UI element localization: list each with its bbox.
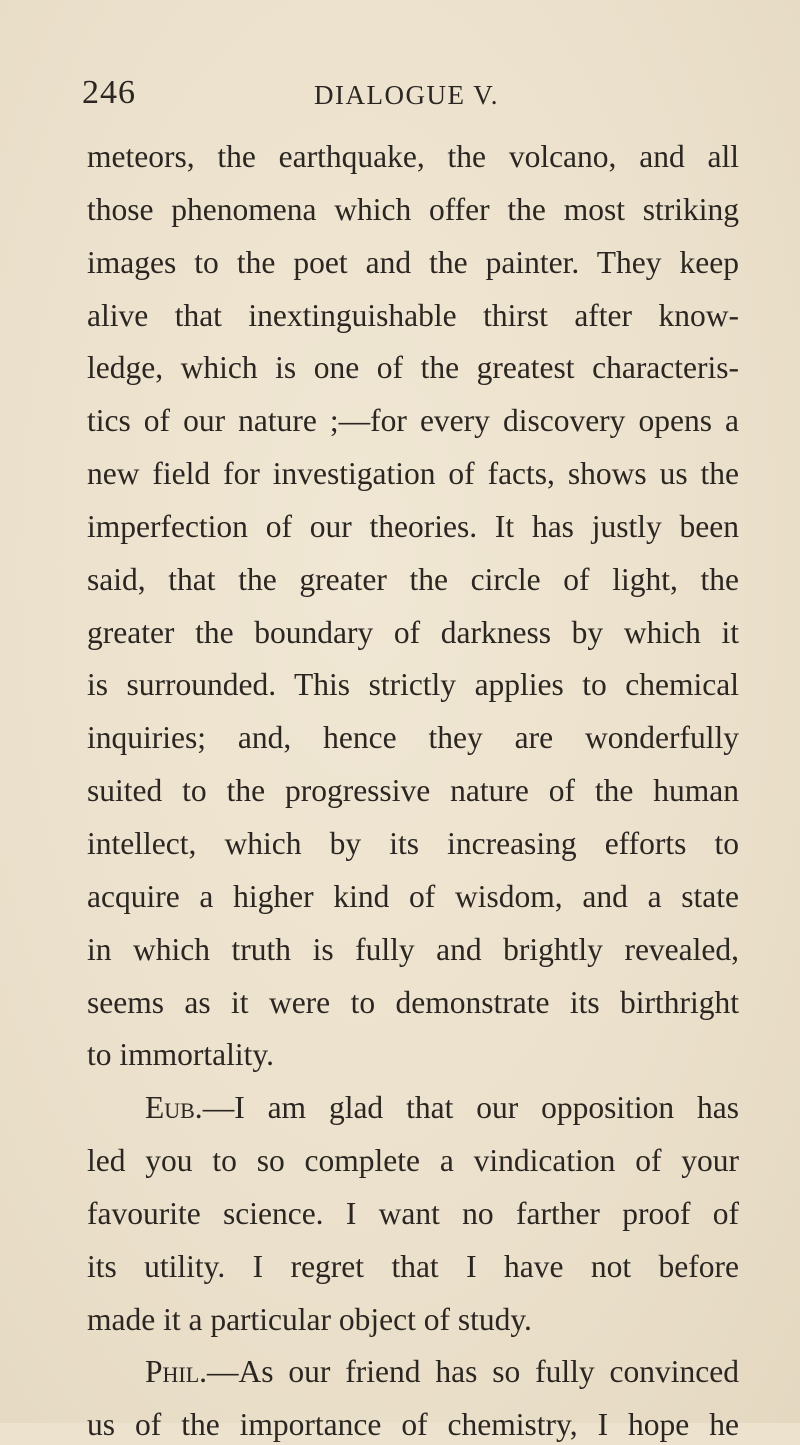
text-line: in which truth is fully and brightly revealed, <box>87 932 739 967</box>
speaker-phil: Phil. <box>145 1354 208 1389</box>
text-line: ledge, which is one of the greatest characteris- <box>87 350 739 385</box>
page-number: 246 <box>82 74 136 111</box>
text-line: to immortality. <box>87 1037 274 1072</box>
text-line: alive that inextinguishable thirst after know- <box>87 298 739 333</box>
text-line: meteors, the earthquake, the volcano, and all <box>87 139 739 174</box>
text-line: is surrounded. This strictly applies to chemical <box>87 667 739 702</box>
text-line: favourite science. I want no farther proof of <box>87 1196 739 1231</box>
running-head: DIALOGUE V. <box>314 80 499 110</box>
text-line: made it a particular object of study. <box>87 1302 532 1337</box>
text-line: greater the boundary of darkness by which it <box>87 615 739 650</box>
speech-line-eub <box>145 1088 739 1128</box>
speaker-eub: Eub. <box>145 1090 203 1125</box>
text-line: intellect, which by its increasing efforts to <box>87 826 739 861</box>
text-line: those phenomena which offer the most striking <box>87 192 739 227</box>
text-line: led you to so complete a vindication of your <box>87 1143 739 1178</box>
text-line: images to the poet and the painter. They keep <box>87 245 739 280</box>
text-line: acquire a higher kind of wisdom, and a state <box>87 879 739 914</box>
text-line: new field for investigation of facts, shows us the <box>87 456 739 491</box>
speech-line-phil <box>145 1352 739 1392</box>
text-line: inquiries; and, hence they are wonderfully <box>87 720 739 755</box>
text-line: seems as it were to demonstrate its birthright <box>87 985 739 1020</box>
text-line: suited to the progressive nature of the human <box>87 773 739 808</box>
text-line: said, that the greater the circle of light, the <box>87 562 739 597</box>
speech-text: —I am glad that our opposition has <box>202 1090 739 1125</box>
page-header <box>82 74 742 114</box>
speech-text: —As our friend has so fully convinced <box>207 1354 739 1389</box>
text-line: its utility. I regret that I have not before <box>87 1249 739 1284</box>
text-line: tics of our nature ;—for every discovery opens a <box>87 403 739 438</box>
text-line: imperfection of our theories. It has justly been <box>87 509 739 544</box>
text-line: us of the importance of chemistry, I hope he <box>87 1407 739 1442</box>
